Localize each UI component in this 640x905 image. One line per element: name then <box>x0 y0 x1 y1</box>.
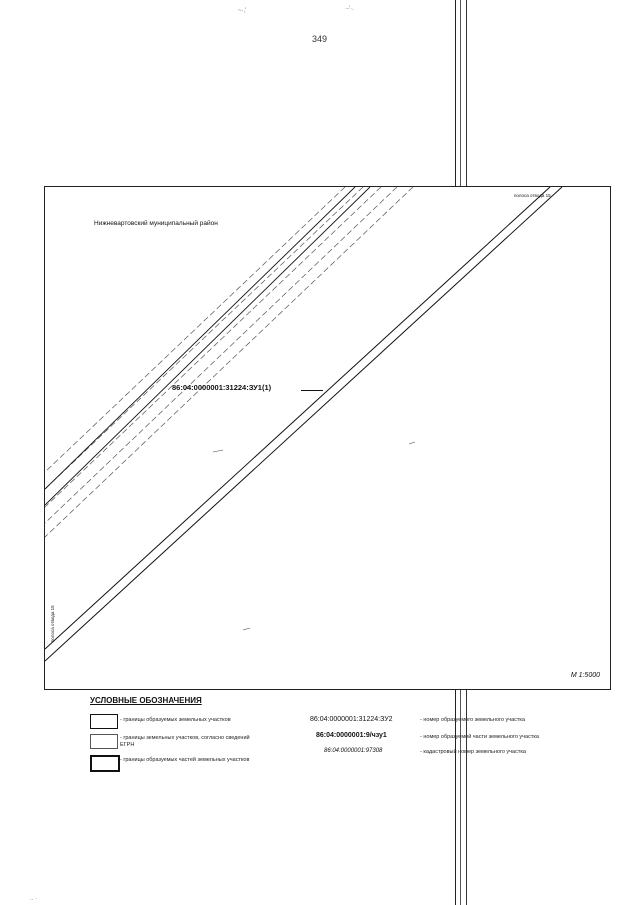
legend-code-formed-parcel: 86:04:0000001:31224:ЗУ2 <box>310 716 393 723</box>
page-number: 349 <box>312 34 328 44</box>
legend-desc-formed-part: - номер образуемой части земельного участка <box>420 734 539 740</box>
district-label: Нижневартовский муниципальный район <box>94 220 218 227</box>
parcel-boundaries <box>45 187 370 505</box>
boundary-label-top: полоса отвода 15 <box>514 193 551 198</box>
boundary-label-left: полоса отвода 15 <box>50 605 55 642</box>
scale-label: M 1:5000 <box>570 672 600 679</box>
map-drawing <box>45 187 610 689</box>
egrn-boundaries <box>45 187 413 537</box>
legend-swatch-egrn-parcels <box>90 734 118 749</box>
scan-noise: ·-'·. <box>345 6 354 12</box>
legend-text-egrn-parcels: - границы земельных участков, согласно сведений ЕГРН <box>120 735 250 748</box>
scan-noise: ~·,' <box>238 8 247 14</box>
legend-text-formed-parcels: - границы образуемых земельных участков <box>120 717 231 723</box>
legend-code-cadastral: 86:04:0000001:97308 <box>324 748 383 754</box>
legend <box>90 696 590 776</box>
legend-desc-cadastral: - кадастровый номер земельного участка <box>420 749 526 755</box>
legend-code-formed-part: 86:04:0000001:9/чзу1 <box>316 732 387 739</box>
formed-part-boundary <box>45 187 562 661</box>
legend-swatch-formed-parts <box>90 755 120 772</box>
legend-swatch-formed-parcels <box>90 714 118 729</box>
scan-noise: .. · <box>30 896 37 902</box>
parcel-leader-line <box>301 390 323 391</box>
map-frame <box>44 186 611 690</box>
parcel-label: 86:04:0000001:31224:ЗУ1(1) <box>172 383 272 392</box>
legend-title: УСЛОВНЫЕ ОБОЗНАЧЕНИЯ <box>90 696 202 705</box>
legend-text-formed-parts: - границы образуемых частей земельных участков <box>120 757 250 763</box>
legend-desc-formed-parcel: - номер образуемого земельного участка <box>420 717 526 723</box>
